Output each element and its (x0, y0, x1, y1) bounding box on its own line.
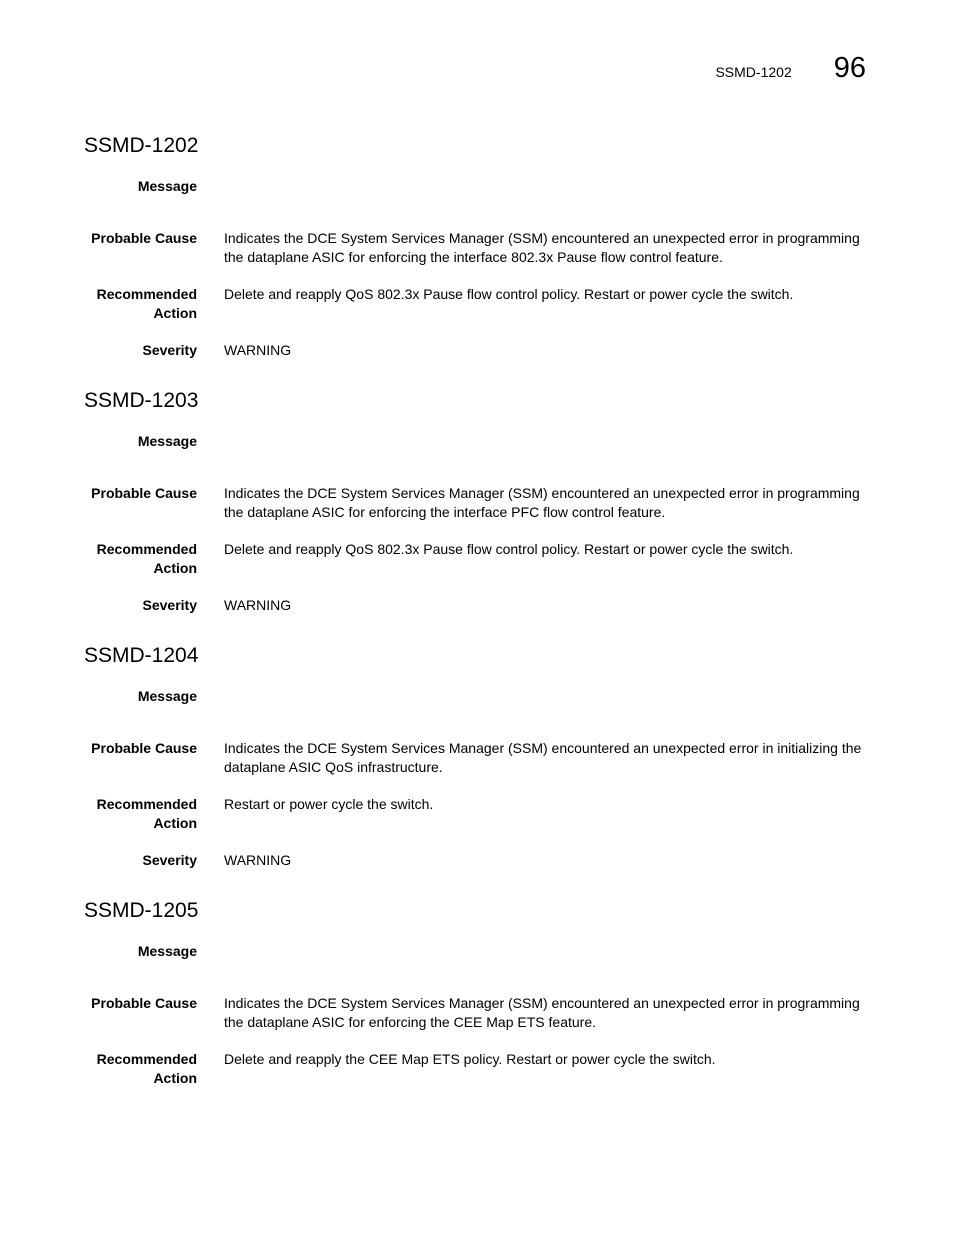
probable-cause-field (84, 229, 874, 267)
section-title: SSMD-1202 (84, 134, 199, 157)
recommended-action-value: Delete and reapply the CEE Map ETS policy. Restart or power cycle the switch. (224, 1051, 716, 1067)
probable-cause-value: Indicates the DCE System Services Manager (SSM) encountered an unexpected error in programming the dataplane ASIC for enforcing the interface PFC flow control feature. (224, 485, 860, 520)
message-section (84, 131, 874, 360)
message-label: Message (137, 433, 197, 449)
recommended-action-label: Recommended Action (96, 796, 197, 831)
recommended-action-field (84, 285, 874, 323)
section-title: SSMD-1203 (84, 389, 199, 412)
probable-cause-label: Probable Cause (91, 485, 197, 501)
recommended-action-field (84, 795, 874, 833)
message-field (84, 432, 874, 451)
probable-cause-label: Probable Cause (91, 740, 197, 756)
message-label: Message (137, 178, 197, 194)
page-content (84, 131, 874, 1114)
page-header (715, 52, 866, 85)
message-section (84, 641, 874, 870)
severity-field (84, 341, 874, 360)
severity-value: WARNING (224, 342, 292, 358)
recommended-action-label: Recommended Action (96, 286, 197, 321)
severity-label: Severity (142, 852, 197, 868)
recommended-action-value: Delete and reapply QoS 802.3x Pause flow control policy. Restart or power cycle the switch. (224, 286, 794, 302)
severity-field (84, 851, 874, 870)
recommended-action-value: Delete and reapply QoS 802.3x Pause flow control policy. Restart or power cycle the switch. (224, 541, 794, 557)
probable-cause-field (84, 484, 874, 522)
message-field (84, 177, 874, 196)
chapter-number: 96 (833, 52, 866, 84)
recommended-action-field (84, 1050, 874, 1088)
probable-cause-value: Indicates the DCE System Services Manager (SSM) encountered an unexpected error in programming the dataplane ASIC for enforcing the interface 802.3x Pause flow control feature. (224, 230, 860, 265)
message-section (84, 896, 874, 1088)
message-field (84, 687, 874, 706)
section-title: SSMD-1204 (84, 644, 199, 667)
running-header: SSMD-1202 (715, 64, 792, 80)
probable-cause-field (84, 739, 874, 777)
severity-label: Severity (142, 597, 197, 613)
severity-label: Severity (142, 342, 197, 358)
severity-field (84, 596, 874, 615)
probable-cause-value: Indicates the DCE System Services Manager (SSM) encountered an unexpected error in initializing the dataplane ASIC QoS infrastructure. (224, 740, 862, 775)
message-label: Message (137, 943, 197, 959)
recommended-action-field (84, 540, 874, 578)
probable-cause-label: Probable Cause (91, 230, 197, 246)
severity-value: WARNING (224, 852, 292, 868)
recommended-action-label: Recommended Action (96, 1051, 197, 1086)
probable-cause-field (84, 994, 874, 1032)
section-title: SSMD-1205 (84, 899, 199, 922)
message-section (84, 386, 874, 615)
severity-value: WARNING (224, 597, 292, 613)
recommended-action-label: Recommended Action (96, 541, 197, 576)
message-label: Message (137, 688, 197, 704)
message-field (84, 942, 874, 961)
probable-cause-value: Indicates the DCE System Services Manager (SSM) encountered an unexpected error in programming the dataplane ASIC for enforcing the CEE Map ETS feature. (224, 995, 860, 1030)
recommended-action-value: Restart or power cycle the switch. (224, 796, 434, 812)
probable-cause-label: Probable Cause (91, 995, 197, 1011)
